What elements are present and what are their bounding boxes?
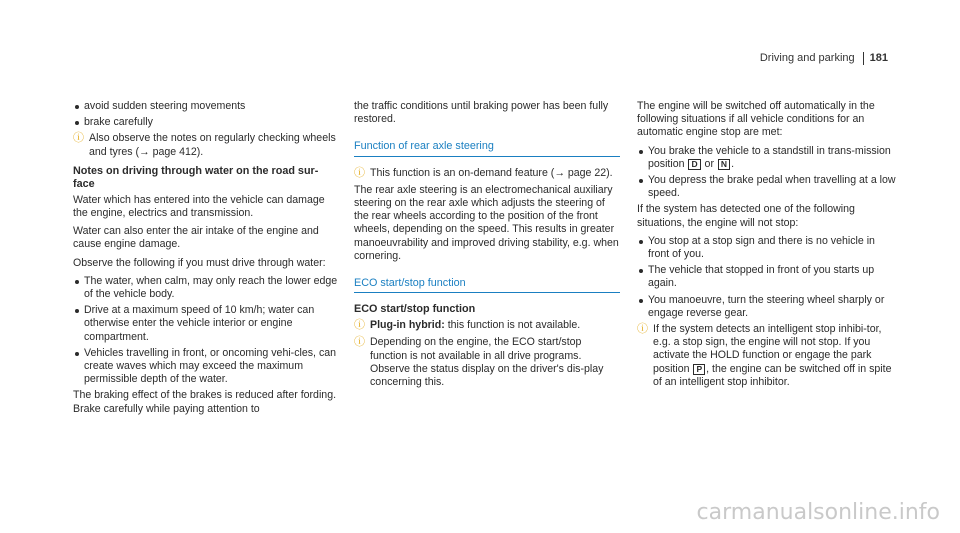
info-icon: ⓘ xyxy=(354,319,365,332)
paragraph: Water can also enter the air intake of the engine and cause engine damage. xyxy=(73,225,319,251)
info-icon: ⓘ xyxy=(73,132,84,145)
info-note: ⓘ Plug-in hybrid: this function is not available. xyxy=(354,319,581,332)
bullet-icon xyxy=(639,150,643,154)
paragraph: Water which has entered into the vehicle can damage the engine, electrics and transmission. xyxy=(73,193,325,220)
column-middle xyxy=(354,100,620,393)
list-item: You brake the vehicle to a standstill in trans-mission position D or N . xyxy=(637,145,899,171)
paragraph: The braking effect of the brakes is reduced after fording. Brake carefully while paying attention to xyxy=(73,389,337,415)
list-item: You depress the brake pedal when travelling at a low speed. xyxy=(637,174,899,200)
heading-eco: ECO start/stop function xyxy=(354,303,476,316)
info-note: ⓘ If the system detects an intelligent stop inhibi-tor, e.g. a stop sign, the engine will not stop. If you activate the HOLD function or engage the park position P , the engine can be switched off in spite of an intelligent stop inhibitor. xyxy=(637,323,892,388)
section-heading-rear-axle: Function of rear axle steering xyxy=(354,140,620,156)
bullet-icon xyxy=(75,309,79,313)
section-title: Driving and parking xyxy=(759,52,855,64)
bullet-icon xyxy=(75,105,79,109)
info-icon: ⓘ xyxy=(354,166,365,179)
paragraph: Observe the following if you must drive through water: xyxy=(73,256,326,269)
header-divider xyxy=(863,52,864,65)
paragraph: The rear axle steering is an electromechanical auxiliary steering on the rear axle which adjusts the steering of the rear wheels according to the position of the front wheels, depending on the speed. This results in greater manoeuvrability and improved driving stability, e.g. when cornering. xyxy=(354,183,619,262)
bullet-icon xyxy=(75,280,79,284)
list-item: Vehicles travelling in front, or oncoming vehi-cles, can create waves which may exceed the maximum permissible depth of the water. xyxy=(73,347,338,387)
column-left xyxy=(73,100,338,421)
bullet-icon xyxy=(639,179,643,183)
page-header xyxy=(760,52,888,65)
heading-water: Notes on driving through water on the road sur-face xyxy=(73,164,319,190)
list-item: The vehicle that stopped in front of you starts up again. xyxy=(637,264,899,290)
bullet-icon xyxy=(639,299,643,303)
info-note: ⓘ Also observe the notes on regularly checking wheels and tyres (→ page 412). xyxy=(73,132,336,158)
list-item: The water, when calm, may only reach the lower edge of the vehicle body. xyxy=(73,275,338,301)
gear-n-icon: N xyxy=(718,159,730,170)
paragraph: If the system has detected one of the following situations, the engine will not stop: xyxy=(637,203,855,229)
bullet-icon xyxy=(75,121,79,125)
list-item: Drive at a maximum speed of 10 km/h; water can otherwise enter the vehicle interior or engine compartment. xyxy=(73,304,338,344)
list-item: avoid sudden steering movements xyxy=(73,100,338,113)
info-note: ⓘ This function is an on-demand feature (→ page 22). xyxy=(354,166,613,179)
gear-d-icon: D xyxy=(688,159,700,170)
bullet-icon xyxy=(639,269,643,273)
list-item: brake carefully xyxy=(73,116,338,129)
paragraph: The engine will be switched off automatically in the following situations if all vehicle conditions for an automatic engine stop are met: xyxy=(637,100,875,139)
page-number: 181 xyxy=(869,52,888,64)
list-item: You stop at a stop sign and there is no vehicle in front of you. xyxy=(637,235,899,261)
bullet-icon xyxy=(639,240,643,244)
paragraph: the traffic conditions until braking power has been fully restored. xyxy=(354,100,609,126)
watermark: carmanualsonline.info xyxy=(696,499,940,525)
list-item: You manoeuvre, turn the steering wheel sharply or engage reverse gear. xyxy=(637,294,899,320)
info-note: ⓘ Depending on the engine, the ECO start/stop function is not available in all drive programs. Observe the status display on the driver's dis-play concerning this. xyxy=(354,336,604,389)
section-heading-eco: ECO start/stop function xyxy=(354,277,620,293)
gear-p-icon: P xyxy=(693,364,705,375)
bullet-icon xyxy=(75,352,79,356)
column-right xyxy=(637,100,899,393)
info-icon: ⓘ xyxy=(354,336,365,349)
info-icon: ⓘ xyxy=(637,323,648,336)
